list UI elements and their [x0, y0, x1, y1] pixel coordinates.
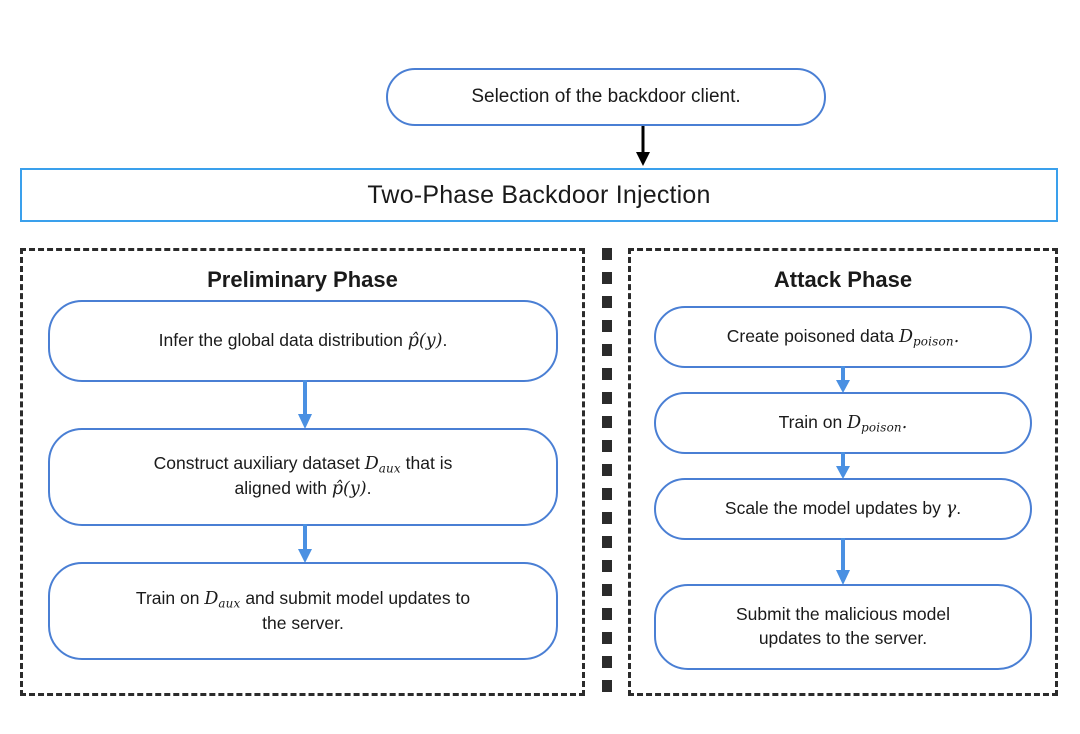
arrow-down-icon — [833, 452, 853, 480]
symbol-d-poison: $D_{poison}$ — [898, 326, 954, 349]
node-label-suffix: . — [956, 497, 962, 518]
node-train-on-aux-submit-updates — [48, 562, 558, 660]
symbol-d-aux: $D_{aux}$ — [364, 454, 401, 476]
node-construct-auxiliary-dataset — [48, 428, 558, 526]
node-label-line1-prefix: Construct auxiliary dataset — [153, 453, 360, 474]
node-infer-global-data-distribution — [48, 300, 558, 382]
symbol-d-aux: $D_{aux}$ — [204, 588, 241, 611]
node-selection-of-backdoor-client — [386, 68, 826, 126]
node-label-period: . — [901, 412, 908, 433]
arrow-down-icon — [295, 524, 315, 564]
arrow-down-icon — [833, 538, 853, 586]
phase-title-preliminary: Preliminary Phase — [207, 267, 398, 292]
arrow-down-icon — [295, 380, 315, 430]
node-create-poisoned-data — [654, 306, 1032, 368]
arrow-down-icon — [833, 366, 853, 394]
node-label-line2: the server. — [262, 612, 344, 633]
node-label-period: . — [953, 326, 960, 347]
node-label-suffix: . — [442, 329, 448, 350]
symbol-p-hat-y: p̂(y) — [331, 479, 367, 499]
node-label-prefix: Train on — [135, 587, 200, 608]
node-label-prefix: Create poisoned data — [726, 325, 895, 346]
node-label-line2: updates to the server. — [758, 628, 928, 648]
vertical-dotted-divider — [602, 248, 612, 696]
banner-two-phase-backdoor-injection — [20, 168, 1058, 222]
banner-label: Two-Phase Backdoor Injection — [367, 180, 711, 209]
node-label-line1-suffix: that is — [405, 453, 453, 474]
node-scale-model-updates — [654, 478, 1032, 540]
node-label: Selection of the backdoor client. — [471, 86, 741, 107]
node-label-prefix: Infer the global data distribution — [158, 329, 403, 350]
node-train-on-poisoned-data — [654, 392, 1032, 454]
node-label-line2-suffix: . — [366, 478, 372, 498]
symbol-p-hat-y: p̂(y) — [407, 330, 443, 351]
node-label-prefix: Train on — [778, 411, 843, 432]
node-label-prefix: Scale the model updates by — [724, 497, 941, 518]
node-label-line2-prefix: aligned with — [234, 478, 327, 498]
symbol-d-poison: $D_{poison}$ — [847, 412, 902, 435]
symbol-gamma: γ — [945, 498, 957, 519]
phase-title-attack: Attack Phase — [773, 267, 913, 292]
node-label-mid: and submit model updates to — [245, 587, 471, 608]
node-submit-malicious-updates — [654, 584, 1032, 670]
arrow-down-icon — [630, 126, 656, 168]
node-label-line1: Submit the malicious model — [736, 604, 950, 625]
